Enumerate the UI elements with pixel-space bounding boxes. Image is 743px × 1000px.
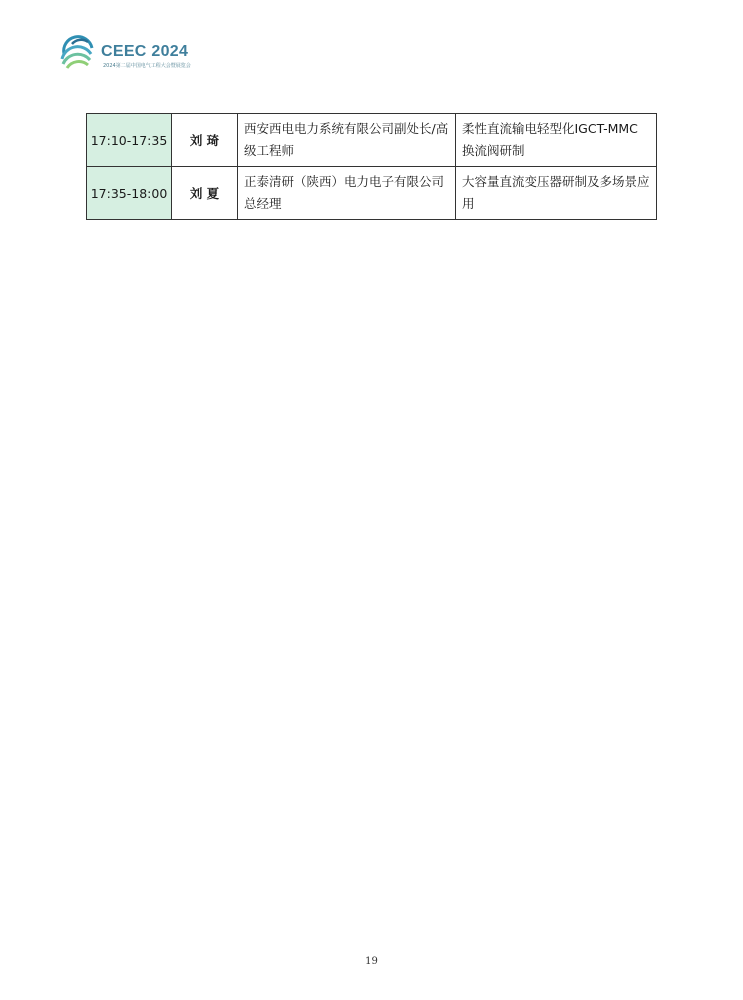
- ceec-globe-icon: [58, 34, 98, 74]
- table-row: [87, 114, 657, 167]
- logo-title: CEEC 2024: [101, 43, 189, 60]
- topic-cell: 大容量直流变压器研制及多场景应用: [456, 167, 657, 220]
- speaker-cell: 刘 夏: [172, 167, 238, 220]
- page-number: 19: [365, 956, 378, 967]
- time-cell: 17:35-18:00: [87, 167, 172, 220]
- organization-cell: 西安西电电力系统有限公司副处长/高级工程师: [238, 114, 456, 167]
- table-row: [87, 167, 657, 220]
- speaker-cell: 刘 琦: [172, 114, 238, 167]
- conference-logo: [58, 34, 198, 74]
- organization-cell: 正泰清研（陕西）电力电子有限公司总经理: [238, 167, 456, 220]
- schedule-table: [86, 113, 657, 220]
- time-cell: 17:10-17:35: [87, 114, 172, 167]
- topic-cell: 柔性直流输电轻型化IGCT-MMC换流阀研制: [456, 114, 657, 167]
- logo-subtitle: 2024第二届中国电气工程大会暨展览会: [103, 63, 191, 69]
